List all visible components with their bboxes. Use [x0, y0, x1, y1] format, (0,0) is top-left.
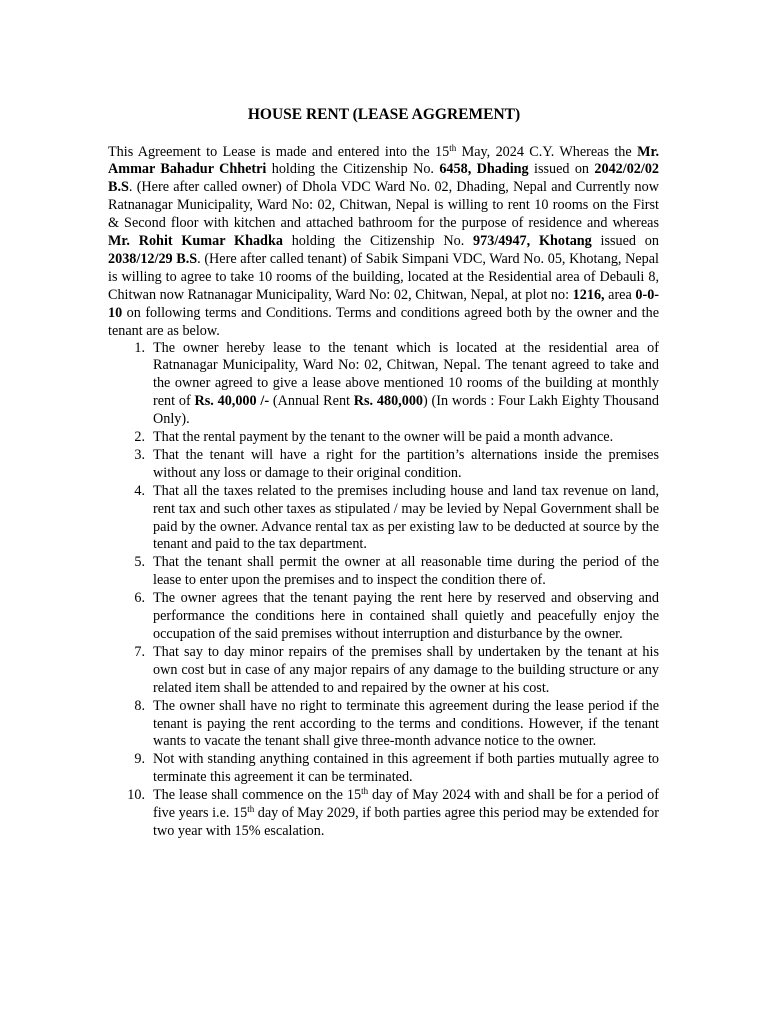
bold-text: Mr. Rohit Kumar Khadka: [108, 233, 283, 250]
term-number: 6.: [134, 590, 145, 607]
bold-text: 0-0-10: [108, 286, 660, 321]
text-run: on following terms and Conditions. Terms and conditions agreed both by the owner and the tenant are as below.: [108, 304, 659, 339]
bold-text: 1216,: [572, 286, 605, 303]
term-number: 7.: [134, 643, 145, 660]
text-run: ) (In words : Four Lakh Eighty Thousand Only).: [153, 393, 659, 428]
term-item: [108, 429, 659, 447]
intro-paragraph: [108, 144, 659, 341]
term-text: [153, 751, 659, 787]
text-run: area: [604, 286, 636, 303]
text-run: May, 2024 C.Y. Whereas the: [456, 143, 638, 160]
term-item: [108, 787, 659, 841]
text-run: day of May 2029, if both parties agree this period may be extended for two year with 15% escalation.: [153, 805, 659, 839]
term-text: [153, 554, 659, 590]
text-run: The owner shall have no right to terminate this agreement during the lease period if the tenant is paying the rent according to the terms and conditions. However, if the tenant wants to vacate the tenant shall give three-month advance notice to the owner.: [153, 697, 659, 750]
term-number: 2.: [134, 429, 145, 446]
term-number: 3.: [134, 446, 145, 463]
bold-text: 2042/02/02 B.S: [108, 161, 660, 196]
term-item: [108, 340, 659, 430]
bold-text: Rs. 40,000 /-: [194, 393, 270, 410]
text-run: Not with standing anything contained in this agreement if both parties mutually agree to terminate this agreement it can be terminated.: [153, 751, 659, 786]
term-number: 9.: [134, 751, 145, 768]
term-number: 1.: [134, 339, 145, 356]
text-run: holding the Citizenship No.: [266, 161, 440, 178]
term-text: [153, 590, 659, 644]
text-run: The owner hereby lease to the tenant which is located at the residential area of Ratnanagar Municipality, Ward No: 02, Chitwan, Nepal. The tenant agreed to take and the owner agreed to give a lease above mentioned 10 rooms of the building at monthly rent of: [153, 339, 659, 410]
text-run: That the rental payment by the tenant to the owner will be paid a month advance.: [153, 429, 614, 446]
text-run: That the tenant will have a right for the partition’s alternations inside the premises without any loss or damage to their original condition.: [153, 446, 659, 481]
term-text: [153, 787, 659, 841]
terms-list: [108, 340, 659, 841]
term-text: [153, 429, 659, 447]
text-run: . (Here after called owner) of Dhola VDC Ward No. 02, Dhading, Nepal and Currently now Ratnanagar Municipality, Ward No: 02, Chitwan, Nepal is willing to rent 10 rooms on the First & Second floor with kitchen and attached bathroom for the purpose of residence and whereas: [108, 179, 659, 232]
term-item: [108, 644, 659, 698]
term-number: 4.: [134, 482, 145, 499]
bold-text: Rs. 480,000: [353, 393, 424, 410]
text-run: The lease shall commence on the 15: [153, 787, 362, 804]
ordinal-suffix: th: [361, 786, 369, 797]
bold-text: Mr. Ammar Bahadur Chhetri: [108, 143, 659, 178]
ordinal-suffix: th: [247, 804, 255, 815]
term-text: [153, 483, 659, 555]
text-run: issued on: [591, 233, 659, 250]
term-item: [108, 698, 659, 752]
term-text: [153, 644, 659, 698]
text-run: (Annual Rent: [269, 393, 354, 410]
text-run: That the tenant shall permit the owner at all reasonable time during the period of the lease to enter upon the premises and to inspect the condition there of.: [153, 554, 659, 589]
text-run: issued on: [528, 161, 595, 178]
text-run: day of May 2024 with and shall be for a period of five years i.e. 15: [153, 787, 659, 822]
text-run: This Agreement to Lease is made and entered into the 15: [108, 143, 450, 160]
term-item: [108, 554, 659, 590]
bold-text: 6458, Dhading: [439, 161, 529, 178]
text-run: That say to day minor repairs of the premises shall by undertaken by the tenant at his own cost but in case of any major repairs of any damage to the building structure or any related item shall be attended to and repaired by the owner at his cost.: [153, 643, 659, 696]
term-number: 5.: [134, 554, 145, 571]
bold-text: 973/4947, Khotang: [473, 233, 592, 250]
text-run: holding the Citizenship No.: [282, 233, 474, 250]
text-run: . (Here after called tenant) of Sabik Simpani VDC, Ward No. 05, Khotang, Nepal is willing to agree to take 10 rooms of the building, located at the Residential area of Debauli 8, Chitwan now Ratnanagar Municipality, Ward No: 02, Chitwan, Nepal, at plot no:: [108, 250, 659, 303]
text-run: The owner agrees that the tenant paying the rent here by reserved and observing and performance the conditions here in contained shall quietly and peacefully enjoy the occupation of the said premises without interruption and disturbance by the owner.: [153, 590, 659, 642]
document-title: HOUSE RENT (LEASE AGGREMENT): [247, 106, 521, 123]
term-item: [108, 590, 659, 644]
term-item: [108, 751, 659, 787]
term-text: [153, 698, 659, 752]
term-text: [153, 447, 659, 483]
ordinal-suffix: th: [449, 142, 457, 153]
term-item: [108, 483, 659, 555]
term-text: [153, 340, 659, 430]
text-run: That all the taxes related to the premises including house and land tax revenue on land, rent tax and such other taxes as stipulated / may be levied by Nepal Government shall be paid by the owner. Advance rental tax as per existing law to be deducted at source by the tenant and paid to the tax department.: [153, 482, 659, 553]
term-item: [108, 447, 659, 483]
term-number: 8.: [134, 697, 145, 714]
term-number: 10.: [127, 787, 145, 804]
bold-text: 2038/12/29 B.S: [108, 250, 198, 267]
